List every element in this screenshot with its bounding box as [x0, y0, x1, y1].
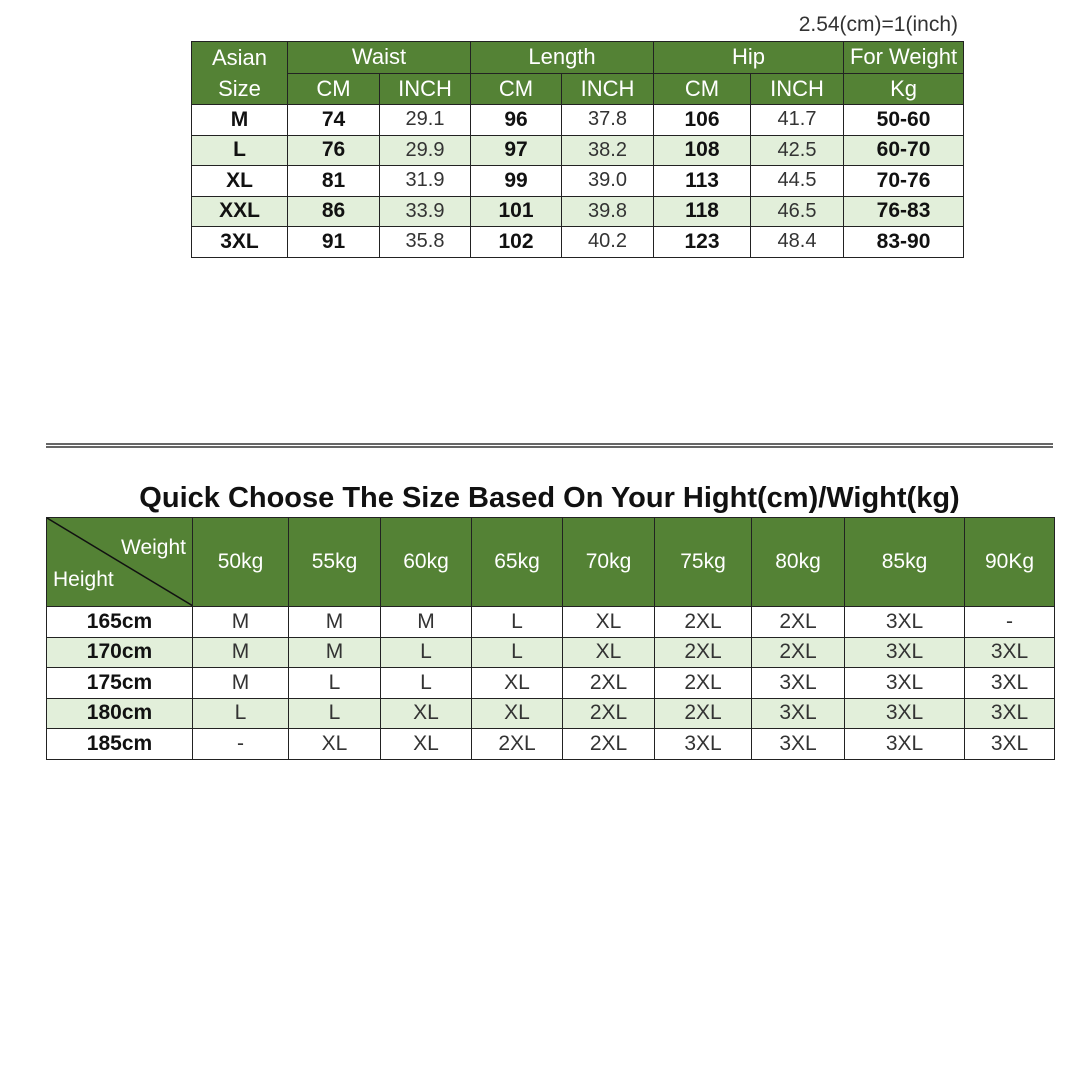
- header-length-cm: CM: [471, 73, 562, 105]
- size-cell-weight: 83-90: [844, 227, 964, 258]
- quick-row: [47, 637, 1055, 668]
- quick-choose-table: [46, 517, 1055, 760]
- quick-size-cell: M: [193, 637, 289, 668]
- size-cell-waist-cm: 74: [288, 105, 380, 136]
- size-cell-hip-inch: 48.4: [751, 227, 844, 258]
- quick-size-cell: 3XL: [655, 729, 752, 760]
- header-weight-75kg: 75kg: [655, 518, 752, 607]
- row-height-label: 165cm: [47, 607, 193, 638]
- size-row: [192, 105, 964, 136]
- header-length-inch: INCH: [562, 73, 654, 105]
- header-weight-50kg: 50kg: [193, 518, 289, 607]
- size-cell-waist-inch: 29.9: [380, 135, 471, 166]
- quick-size-cell: -: [193, 729, 289, 760]
- header-hip: Hip: [654, 42, 844, 74]
- size-cell-size: 3XL: [192, 227, 288, 258]
- quick-size-cell: 2XL: [563, 698, 655, 729]
- size-cell-length-inch: 40.2: [562, 227, 654, 258]
- size-cell-waist-cm: 91: [288, 227, 380, 258]
- size-cell-size: M: [192, 105, 288, 136]
- quick-size-cell: XL: [381, 698, 472, 729]
- header-kg: Kg: [844, 73, 964, 105]
- size-cell-hip-inch: 42.5: [751, 135, 844, 166]
- quick-size-cell: 3XL: [752, 698, 845, 729]
- quick-size-cell: 2XL: [655, 607, 752, 638]
- header-asian-size: [192, 42, 288, 105]
- size-cell-length-cm: 99: [471, 166, 562, 197]
- size-cell-waist-inch: 35.8: [380, 227, 471, 258]
- quick-size-cell: L: [289, 698, 381, 729]
- size-cell-hip-cm: 106: [654, 105, 751, 136]
- size-cell-hip-inch: 44.5: [751, 166, 844, 197]
- size-cell-waist-inch: 31.9: [380, 166, 471, 197]
- header-weight-60kg: 60kg: [381, 518, 472, 607]
- header-weight-65kg: 65kg: [472, 518, 563, 607]
- size-row: [192, 227, 964, 258]
- header-weight-90kg: 90Kg: [965, 518, 1055, 607]
- row-height-label: 175cm: [47, 668, 193, 699]
- quick-size-cell: 2XL: [655, 637, 752, 668]
- size-cell-hip-inch: 46.5: [751, 196, 844, 227]
- quick-size-cell: M: [289, 607, 381, 638]
- size-cell-length-cm: 96: [471, 105, 562, 136]
- quick-size-cell: XL: [472, 698, 563, 729]
- size-cell-weight: 50-60: [844, 105, 964, 136]
- header-weight-80kg: 80kg: [752, 518, 845, 607]
- quick-size-cell: XL: [563, 607, 655, 638]
- quick-choose-title: Quick Choose The Size Based On Your Hight(cm)/Wight(kg): [139, 482, 960, 514]
- quick-size-cell: XL: [563, 637, 655, 668]
- quick-size-cell: 2XL: [655, 668, 752, 699]
- size-row: [192, 166, 964, 197]
- quick-size-cell: XL: [472, 668, 563, 699]
- quick-size-cell: L: [472, 607, 563, 638]
- quick-size-cell: 3XL: [752, 729, 845, 760]
- size-chart-table: [191, 41, 964, 258]
- size-cell-waist-cm: 76: [288, 135, 380, 166]
- quick-size-cell: 3XL: [965, 698, 1055, 729]
- quick-size-cell: 3XL: [752, 668, 845, 699]
- size-cell-length-inch: 37.8: [562, 105, 654, 136]
- quick-size-cell: 3XL: [965, 668, 1055, 699]
- quick-row: [47, 729, 1055, 760]
- size-cell-weight: 60-70: [844, 135, 964, 166]
- quick-size-cell: 3XL: [845, 698, 965, 729]
- quick-size-cell: M: [289, 637, 381, 668]
- quick-size-cell: 2XL: [472, 729, 563, 760]
- header-weight-85kg: 85kg: [845, 518, 965, 607]
- quick-size-cell: XL: [289, 729, 381, 760]
- size-cell-size: L: [192, 135, 288, 166]
- size-cell-waist-inch: 33.9: [380, 196, 471, 227]
- quick-size-cell: M: [193, 668, 289, 699]
- size-cell-waist-cm: 86: [288, 196, 380, 227]
- size-cell-weight: 70-76: [844, 166, 964, 197]
- quick-size-cell: M: [193, 607, 289, 638]
- size-cell-length-inch: 39.0: [562, 166, 654, 197]
- quick-size-cell: 3XL: [965, 637, 1055, 668]
- quick-size-cell: L: [472, 637, 563, 668]
- corner-diagonal: [47, 518, 193, 606]
- header-asian-line1: Asian: [211, 45, 268, 70]
- header-length: Length: [471, 42, 654, 74]
- quick-size-cell: M: [381, 607, 472, 638]
- header-waist: Waist: [288, 42, 471, 74]
- quick-row: [47, 668, 1055, 699]
- corner-weight-label: Weight: [121, 536, 186, 559]
- quick-size-cell: L: [381, 668, 472, 699]
- size-cell-length-cm: 101: [471, 196, 562, 227]
- size-cell-waist-inch: 29.1: [380, 105, 471, 136]
- size-cell-length-cm: 97: [471, 135, 562, 166]
- row-height-label: 170cm: [47, 637, 193, 668]
- quick-size-cell: 2XL: [563, 729, 655, 760]
- size-cell-size: XL: [192, 166, 288, 197]
- conversion-note: 2.54(cm)=1(inch): [798, 13, 958, 36]
- quick-size-cell: XL: [381, 729, 472, 760]
- header-waist-inch: INCH: [380, 73, 471, 105]
- quick-size-cell: L: [381, 637, 472, 668]
- size-cell-hip-cm: 108: [654, 135, 751, 166]
- size-cell-length-inch: 39.8: [562, 196, 654, 227]
- quick-size-cell: 2XL: [655, 698, 752, 729]
- size-cell-length-inch: 38.2: [562, 135, 654, 166]
- size-cell-hip-cm: 118: [654, 196, 751, 227]
- quick-size-cell: 3XL: [845, 729, 965, 760]
- quick-row: [47, 698, 1055, 729]
- size-cell-waist-cm: 81: [288, 166, 380, 197]
- header-weight-70kg: 70kg: [563, 518, 655, 607]
- size-cell-hip-cm: 113: [654, 166, 751, 197]
- header-waist-cm: CM: [288, 73, 380, 105]
- row-height-label: 180cm: [47, 698, 193, 729]
- size-cell-hip-cm: 123: [654, 227, 751, 258]
- corner-height-label: Height: [53, 568, 114, 591]
- header-hip-cm: CM: [654, 73, 751, 105]
- size-cell-weight: 76-83: [844, 196, 964, 227]
- header-weight-55kg: 55kg: [289, 518, 381, 607]
- size-cell-hip-inch: 41.7: [751, 105, 844, 136]
- quick-row: [47, 607, 1055, 638]
- quick-size-cell: 3XL: [845, 668, 965, 699]
- section-divider: [46, 443, 1053, 448]
- size-row: [192, 135, 964, 166]
- size-cell-size: XXL: [192, 196, 288, 227]
- quick-size-cell: 3XL: [845, 607, 965, 638]
- quick-size-cell: -: [965, 607, 1055, 638]
- quick-size-cell: L: [289, 668, 381, 699]
- row-height-label: 185cm: [47, 729, 193, 760]
- quick-size-cell: L: [193, 698, 289, 729]
- header-corner: [47, 518, 193, 607]
- quick-size-cell: 2XL: [563, 668, 655, 699]
- header-asian-line2: Size: [218, 76, 261, 101]
- quick-size-cell: 3XL: [845, 637, 965, 668]
- quick-size-cell: 3XL: [965, 729, 1055, 760]
- size-row: [192, 196, 964, 227]
- quick-size-cell: 2XL: [752, 607, 845, 638]
- header-for-weight: For Weight: [844, 42, 964, 74]
- quick-size-cell: 2XL: [752, 637, 845, 668]
- size-cell-length-cm: 102: [471, 227, 562, 258]
- header-hip-inch: INCH: [751, 73, 844, 105]
